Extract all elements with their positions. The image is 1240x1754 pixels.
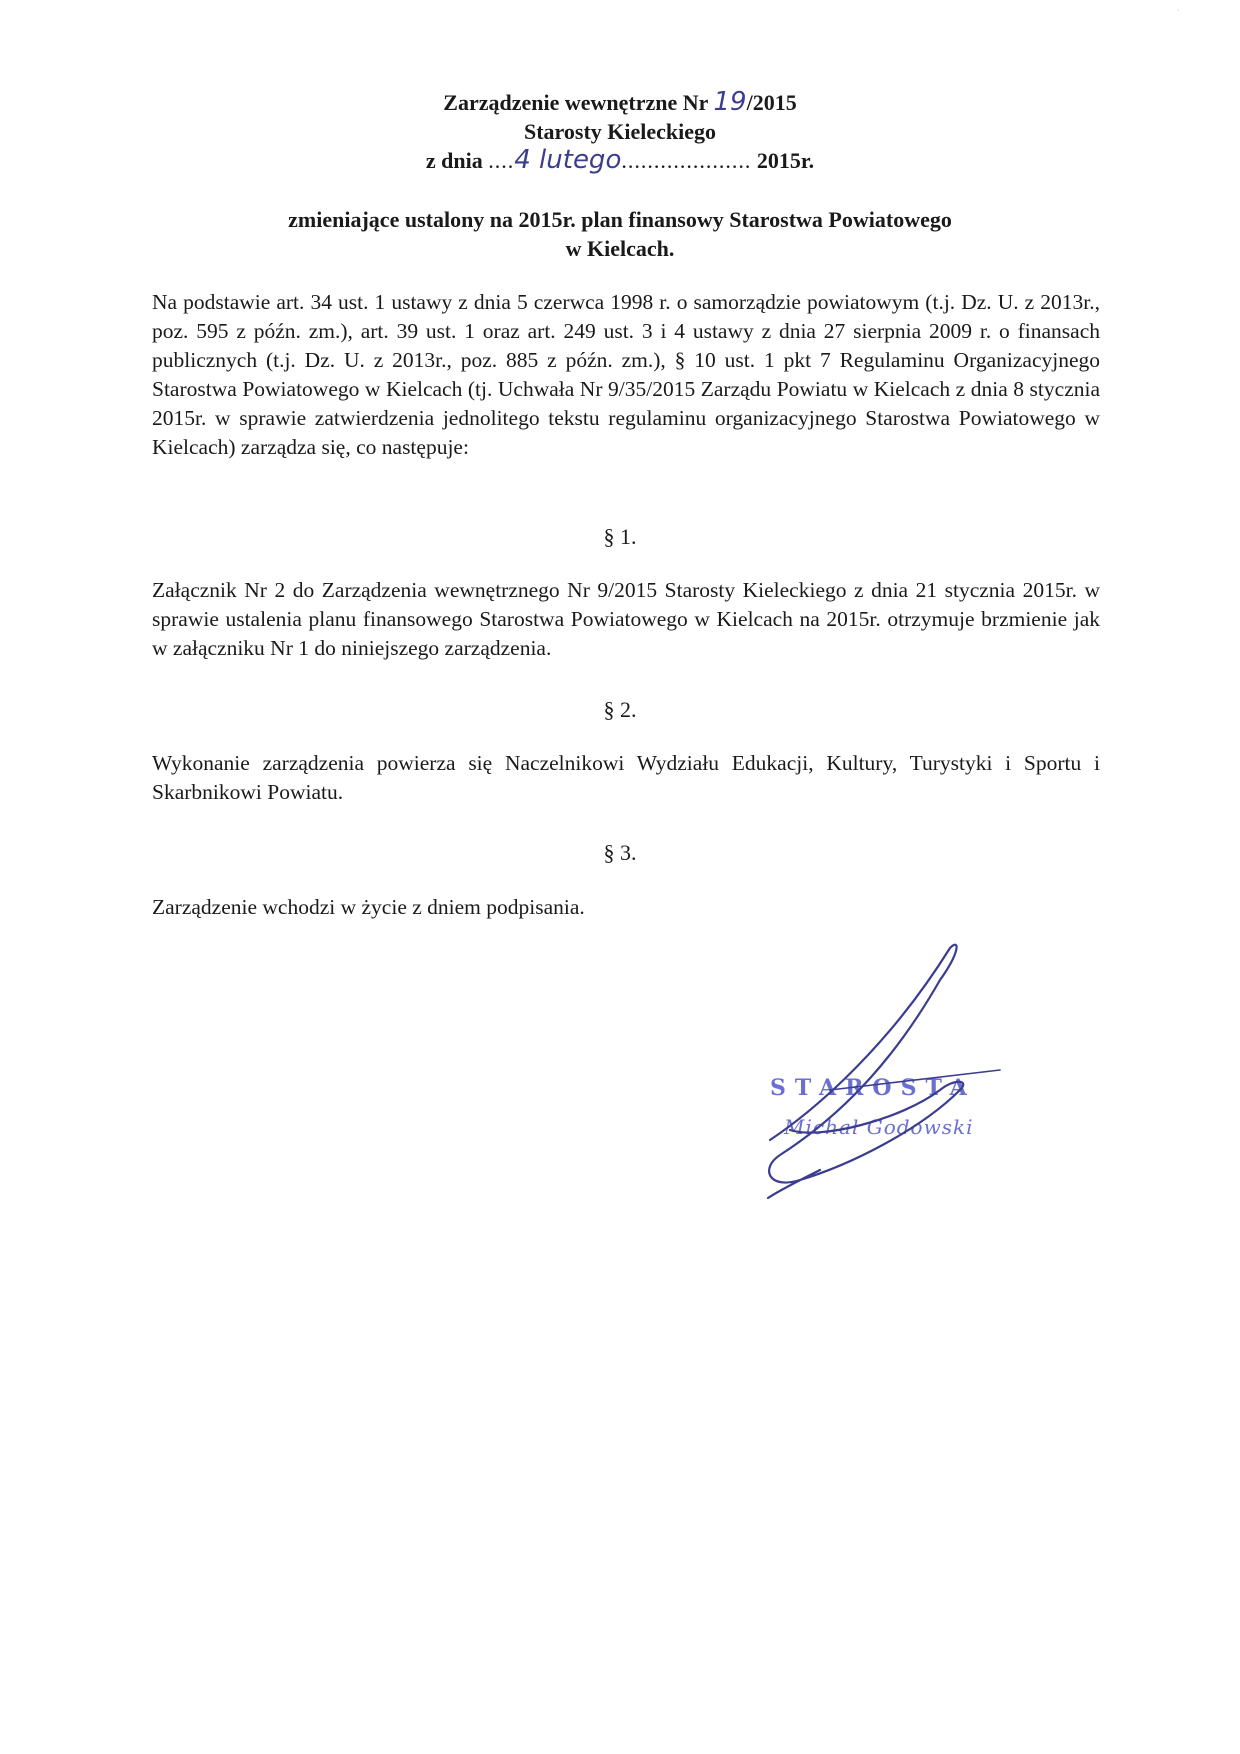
stamp-title: STAROSTA <box>770 1075 976 1101</box>
header-date-suffix: 2015r. <box>756 148 815 173</box>
handwritten-signature <box>760 940 1020 1210</box>
handwritten-number: 19 <box>713 87 747 117</box>
handwritten-date: 4 lutego <box>514 145 622 175</box>
header-issuer: Starosty Kieleckiego <box>523 119 717 144</box>
header-date-line <box>0 146 1240 175</box>
header-title-prefix: Zarządzenie wewnętrzne Nr <box>443 90 708 115</box>
preamble-paragraph: Na podstawie art. 34 ust. 1 ustawy z dnia 5 czerwca 1998 r. o samorządzie powiatowym (t.j. Dz. U. z 2013r., poz. 595 z późn. zm.), art. 39 ust. 1 oraz art. 249 ust. 3 i 4 ustawy z dnia 27 sierpnia 2009 r. o finansach publicznych (t.j. Dz. U. z 2013r., poz. 885 z późn. zm.), § 10 ust. 1 pkt 7 Regulaminu Organizacyjnego Starostwa Powiatowego w Kielcach (tj. Uchwała Nr 9/35/2015 Zarządu Powiatu w Kielcach z dnia 8 stycznia 2015r. w sprawie zatwierdzenia jednolitego tekstu regulaminu organizacyjnego Starostwa Powiatowego w Kielcach) zarządza się, co następuje: <box>152 290 1100 459</box>
subject-line-2: w Kielcach. <box>565 236 675 261</box>
subject-line-1: zmieniające ustalony na 2015r. plan finansowy Starostwa Powiatowego <box>288 207 952 232</box>
section-3-text: Zarządzenie wchodzi w życie z dniem podpisania. <box>152 895 585 919</box>
corner-mark: · <box>1176 6 1180 17</box>
document-header <box>0 88 1240 175</box>
header-date-prefix: z dnia <box>425 148 483 173</box>
section-3-heading: § 3. <box>603 840 637 865</box>
date-dots-right: .................... <box>621 148 752 173</box>
header-title-line <box>0 88 1240 117</box>
stamp-name: Michał Godowski <box>784 1115 974 1139</box>
date-dots-left: .... <box>488 148 515 173</box>
section-1-heading: § 1. <box>603 524 637 549</box>
header-title-suffix: /2015 <box>746 90 797 115</box>
section-1-text: Załącznik Nr 2 do Zarządzenia wewnętrznego Nr 9/2015 Starosty Kieleckiego z dnia 21 stycznia 2015r. w sprawie ustalenia planu finansowego Starostwa Powiatowego w Kielcach na 2015r. otrzymuje brzmienie jak w załączniku Nr 1 do niniejszego zarządzenia. <box>152 578 1100 660</box>
document-subject <box>0 205 1240 263</box>
section-2-heading: § 2. <box>603 697 637 722</box>
section-2-text: Wykonanie zarządzenia powierza się Naczelnikowi Wydziału Edukacji, Kultury, Turystyki i Sportu i Skarbnikowi Powiatu. <box>152 751 1100 804</box>
